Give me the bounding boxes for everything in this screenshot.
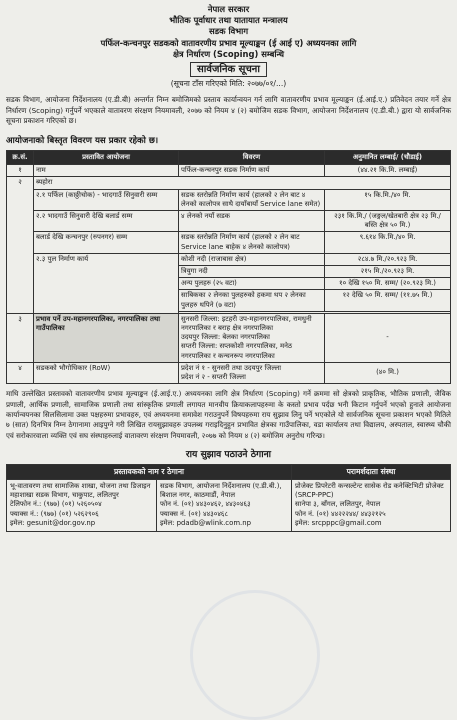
cell-item: २.१ पर्फिल (काठ्ठीचोक) - भादगाउँ सिनुवारी सम्म [34, 189, 179, 210]
table-row [7, 362, 451, 383]
table-header-row [7, 151, 451, 165]
table-row [7, 177, 451, 189]
table-row [7, 189, 451, 210]
column-header: प्रस्तावकको नाम र ठेगाना [7, 465, 292, 479]
header-line: सडक विभाग [208, 26, 249, 37]
table-row [7, 165, 451, 177]
header-line: पर्फिल-कन्चनपुर सडकको वातावरणीय प्रभाव मूल्याङ्कन (ई आई ए) अध्ययनका लागि [100, 37, 357, 48]
notice-date: (सूचना टाँस गरिएको मिति: २०७७/०१/...) [170, 79, 287, 89]
header-line: भौतिक पूर्वाधार तथा यातायात मन्त्रालय [169, 15, 288, 26]
column-header: विवरण [179, 151, 325, 165]
cell-detail: पर्फिल-कन्चनपुर सडक निर्माण कार्य [179, 165, 325, 177]
cell-detail: अन्य पुलहरु (२५ वटा) [179, 278, 325, 290]
cell-item: बलार्ड देखि कन्चनपुर (रुपनगर) सम्म [34, 232, 179, 253]
column-header: क्र.सं. [7, 151, 34, 165]
contact-header-row [7, 465, 451, 479]
cell-length: २८४.७ मि./२०.९२३ मि. [325, 253, 451, 265]
cell-length: २१५ मि./२०.९२३ मि. [325, 266, 451, 278]
cell-item: सडकको भौगोधिकार (RoW) [34, 362, 179, 383]
table-row [7, 313, 451, 362]
contact-table [6, 464, 451, 531]
cell-sn: ३ [7, 313, 34, 362]
cell-detail: ४ लेनको नयाँ सडक [179, 211, 325, 232]
cell-detail: सुनसरी जिल्ला: इटहरी उप-महानगरपालिका, रामधुनी नगरपालिका र बराह क्षेत्र नगरपालिका उदयपुर जिल्ला: बेलका नगरपालिका सप्तरी जिल्ला: सप्तकोशी नगरपालिका, मनेठ नगरपालिका र कन्चनरूप नगरपालिका [179, 313, 325, 362]
cell-length: २३१ कि.मि./ (जङ्गल/खेतबारी क्षेत्र २३ मि./ बस्ति क्षेत्र ५० मि.) [325, 211, 451, 232]
cell-sn: २ [7, 177, 34, 313]
table-row [7, 211, 451, 232]
column-header: प्रस्तावित आयोजना [34, 151, 179, 165]
header-line: नेपाल सरकार [207, 4, 250, 14]
cell-length: १२ देखि ५० मि. सम्म/ (११.७५ मि.) [325, 290, 451, 311]
consultant-address: प्रोजेक्ट प्रिपरेटरी कन्सल्टेन्ट सासेक रोड कनेक्टिभिटी प्रोजेक्ट (SRCP-PPC) सानेपा ३, बाँगल, ललितपुर, नेपाल फोन नं. (०१) ४४२२२४४/ ४४३२१२५ इमेल: srcpppc@gmail.com [292, 479, 451, 531]
project-details-heading: आयोजनाको बिस्तृत विवरण यस प्रकार रहेको छ। [6, 136, 159, 146]
proponent-directorate-address: सडक विभाग, आयोजना निर्देशनालय (ए.डी.बी.), बिशाल नगर, काठमाडौं, नेपाल फोन नं. (०१) ४४३०४६२, ४४३०४६३ फ्याक्स नं. (०१) ४४३०४६८ इमेल: pdadb@wlink.com.np [157, 479, 292, 531]
cell-detail: कोशी नदी (राजाबास क्षेत्र) [179, 253, 325, 265]
contact-row [7, 479, 451, 531]
cell-length: - [325, 313, 451, 362]
cell-detail: सडक स्तरोन्नति निर्माण कार्य (हालको २ लेन बाट Service lane बाहेक ४ लेनको कालोपत्र) [179, 232, 325, 253]
cell-detail: प्रदेश नं १ - सुनसरी तथा उदयपुर जिल्ला प्रदेश नं २ - सप्तरी जिल्ला [179, 362, 325, 383]
closing-paragraph: माथि उल्लेखित प्रस्तावको वातावरणीय प्रभाव मूल्याङ्कन (ई.आई.ए.) अध्ययनका लागि क्षेत्र निर्धारण (Scoping) गर्ने क्रममा सो क्षेत्रको प्राकृतिक, भौतिक प्रणाली, जैविक प्रणाली, आर्थिक प्रणाली, सामाजिक प्रणाली तथा सांस्कृतिक प्रणाली लगायत मानवीय क्रियाकलापहरुमा के कस्तो प्रभाव पर्दछ भनी किटान गर्नुपर्ने भएको हुनाले आयोजना कार्यान्वयनका सिलसिलामा उक्त पक्षहरुमा प्रभावहरु, एवं अध्ययनमा समावेश गराउनुपर्ने विषयहरुमा राय सुझाव लिनु पर्ने भएकोले यो सार्वजनिक सूचना प्रकाशन भएको मितिले ७ (सात) दिनभित्र निम्न ठेगानामा आइपुग्ने गरी लिखित रायसुझावहरु उपलब्ध गराइदिनुहुन प्रभावित क्षेत्रका गाउँपालिका, वडा कार्यालय तथा विद्यालय, अस्पताल, स्वास्थ्य चौकी एवं सरोकारवाला व्यक्ति एवं सघ संस्थाहरुलाई वातावरण संरक्षण नियमावली, २०७७ को नियम ४ (२) बमोजिम अनुरोध गरिन्छ। [6, 389, 451, 440]
project-details-table [6, 150, 451, 384]
table-row [7, 232, 451, 253]
notice-header [6, 4, 451, 89]
intro-paragraph: सडक विभाग, आयोजना निर्देशनालय (ए.डी.बी) अन्तर्गत निम्न बमोजिमको प्रस्ताव कार्यान्वयन गर्न लागि वातावरणीय प्रभाव मूल्याङ्कन (ई.आई.ए.) प्रतिवेदन तयार गर्ने क्षेत्र निर्धारण (Scoping) गर्नुपर्ने भएकाले वातावरण संरक्षण नियमावली, २०७७ को नियम ४ (२) बमोजिम सडक विभाग, आयोजना निर्देशनालय (ए.डी.बी.) द्वारा यो सार्वजनिक सूचना प्रकाशन गरिएको छ। [6, 95, 451, 126]
cell-detail: त्रियुगा नदी [179, 266, 325, 278]
cell-detail: साबिकका २ लेनका पुलहरुको हकमा थप २ लेनका पुलहरु थपिने (७ वटा) [179, 290, 325, 311]
column-header: परामर्शदाता संस्था [292, 465, 451, 479]
cell-sn: ४ [7, 362, 34, 383]
cell-item: २.२ भादगाउँ सिनुवारी देखि बलार्ड सम्म [34, 211, 179, 232]
watermark-stamp [190, 590, 320, 720]
cell-item: नाम [34, 165, 179, 177]
cell-detail: सडक स्तरोन्नति निर्माण कार्य (हालको २ लेन बाट ४ लेनको कालोपत्र साथै दायाँबायाँ Service lane समेत) [179, 189, 325, 210]
cell-length: (४४.२१ कि.मि. लम्बाई) [325, 165, 451, 177]
column-header: अनुमानित लम्बाई/ (चौडाई) [325, 151, 451, 165]
cell-sn: १ [7, 165, 34, 177]
cell-length: १५ कि.मि./४० मि. [325, 189, 451, 210]
cell-item: प्रभाव पर्ने उप-महानगरपालिका, नगरपालिका तथा गाउँपालिका [34, 313, 179, 362]
cell-length: (४० मि.) [325, 362, 451, 383]
header-line: क्षेत्र निर्धारण (Scoping) सम्बन्धि [172, 48, 285, 59]
cell-length: ९.६१४ कि.मि./४० मि. [325, 232, 451, 253]
table-row [7, 253, 451, 265]
suggestion-address-title: राय सुझाव पठाउने ठेगाना [185, 449, 272, 461]
proponent-branch-address: भू-वातावरण तथा सामाजिक शाखा, योजना तथा डिजाइन महाशाखा सडक विभाग, चाकुपाट, ललितपुर टेलिफोन नं.: (९७७) (०१) ५२६०५०४ फ्याक्स नं.: (९७७) (०१) ५२६२९०६ इमेल: gesunit@dor.gov.np [7, 479, 157, 531]
notice-title: सार्वजनिक सूचना [190, 62, 267, 77]
cell-length: १० देखि १५० मि. सम्म/ (२०.९२३ मि.) [325, 278, 451, 290]
cell-item: २.३ पुल निर्माण कार्य [34, 253, 179, 313]
cell-item: ब्यहोरा [34, 177, 451, 189]
